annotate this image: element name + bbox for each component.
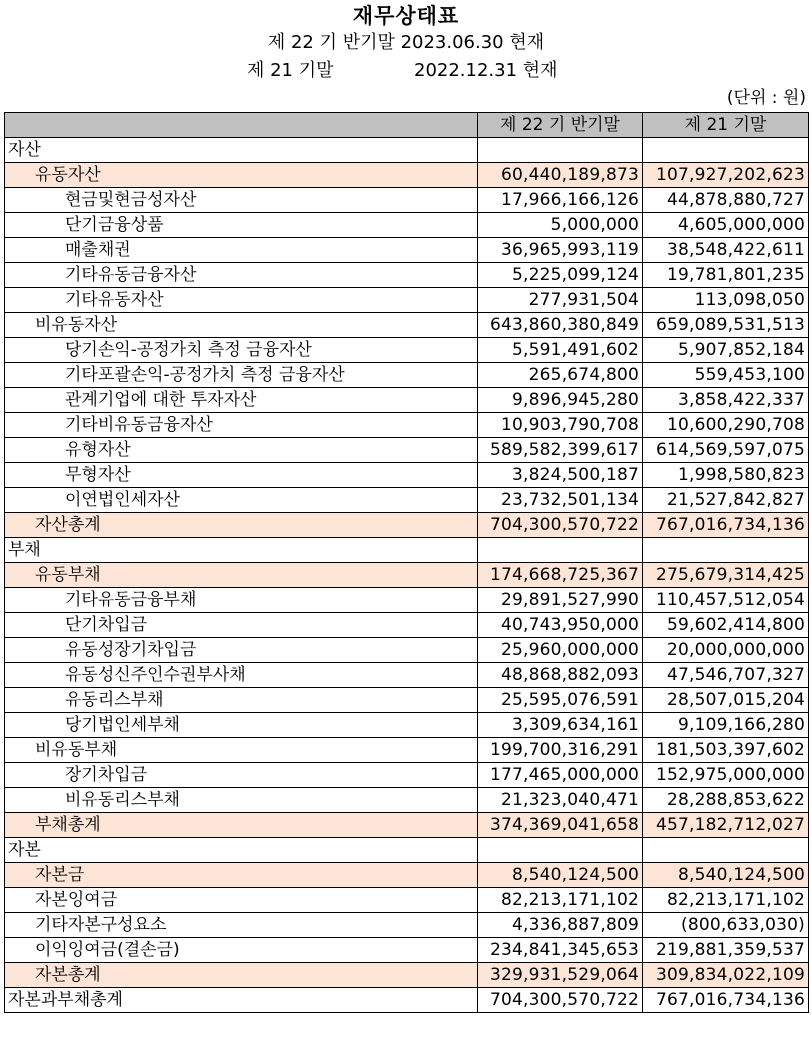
current-period-value: 9,896,945,280 <box>478 388 643 413</box>
prior-period-value <box>643 538 809 563</box>
account-label: 자본과부채총계 <box>5 988 478 1013</box>
table-row <box>5 588 809 613</box>
column-header-account <box>5 113 478 138</box>
account-label: 기타비유동금융자산 <box>5 413 478 438</box>
column-header-current-period: 제 22 기 반기말 <box>478 113 643 138</box>
table-row <box>5 313 809 338</box>
table-row <box>5 838 809 863</box>
current-period-value: 25,960,000,000 <box>478 638 643 663</box>
current-period-value: 25,595,076,591 <box>478 688 643 713</box>
prior-period-value: 110,457,512,054 <box>643 588 809 613</box>
account-label: 자본금 <box>5 863 478 888</box>
current-period-value <box>478 538 643 563</box>
account-label: 기타유동자산 <box>5 288 478 313</box>
prior-period-value <box>643 138 809 163</box>
account-label: 부채 <box>5 538 478 563</box>
account-label: 기타자본구성요소 <box>5 913 478 938</box>
account-label: 기타유동금융부채 <box>5 588 478 613</box>
current-period-value: 329,931,529,064 <box>478 963 643 988</box>
unit-label: (단위 : 원) <box>726 88 806 108</box>
prior-period-value: 19,781,801,235 <box>643 263 809 288</box>
prior-period-value: 457,182,712,027 <box>643 813 809 838</box>
table-row <box>5 138 809 163</box>
current-period-value: 5,225,099,124 <box>478 263 643 288</box>
current-period-value: 174,668,725,367 <box>478 563 643 588</box>
account-label: 유동부채 <box>5 563 478 588</box>
document-title: 재무상태표 <box>352 4 460 28</box>
account-label: 자본 <box>5 838 478 863</box>
prior-period-value: 113,098,050 <box>643 288 809 313</box>
prior-period-value: 275,679,314,425 <box>643 563 809 588</box>
prior-period-value: 47,546,707,327 <box>643 663 809 688</box>
account-label: 기타포괄손익-공정가치 측정 금융자산 <box>5 363 478 388</box>
current-period-value: 199,700,316,291 <box>478 738 643 763</box>
prior-period-value: 10,600,290,708 <box>643 413 809 438</box>
prior-period-value: 20,000,000,000 <box>643 638 809 663</box>
prior-period-value: 659,089,531,513 <box>643 313 809 338</box>
prior-period-value: 5,907,852,184 <box>643 338 809 363</box>
prior-period-value: 21,527,842,827 <box>643 488 809 513</box>
account-label: 현금및현금성자산 <box>5 188 478 213</box>
table-row <box>5 438 809 463</box>
table-row <box>5 738 809 763</box>
table-row <box>5 263 809 288</box>
current-period-value <box>478 838 643 863</box>
prior-period-value: 9,109,166,280 <box>643 713 809 738</box>
table-row <box>5 413 809 438</box>
account-label: 단기차입금 <box>5 613 478 638</box>
account-label: 자산총계 <box>5 513 478 538</box>
current-period-value: 82,213,171,102 <box>478 888 643 913</box>
table-row <box>5 388 809 413</box>
account-label: 단기금융상품 <box>5 213 478 238</box>
current-period-value: 704,300,570,722 <box>478 513 643 538</box>
prior-period-value: 28,288,853,622 <box>643 788 809 813</box>
current-period-value: 40,743,950,000 <box>478 613 643 638</box>
current-period-value: 3,824,500,187 <box>478 463 643 488</box>
current-period-value: 23,732,501,134 <box>478 488 643 513</box>
current-period-value: 5,000,000 <box>478 213 643 238</box>
prior-period-value: 28,507,015,204 <box>643 688 809 713</box>
prior-period-value: (800,633,030) <box>643 913 809 938</box>
current-period-value: 643,860,380,849 <box>478 313 643 338</box>
table-row <box>5 863 809 888</box>
current-period-value: 277,931,504 <box>478 288 643 313</box>
current-period-value: 265,674,800 <box>478 363 643 388</box>
prior-period-value: 1,998,580,823 <box>643 463 809 488</box>
account-label: 유동성신주인수권부사채 <box>5 663 478 688</box>
account-label: 유동리스부채 <box>5 688 478 713</box>
account-label: 부채총계 <box>5 813 478 838</box>
current-period-value: 60,440,189,873 <box>478 163 643 188</box>
current-period-line: 제 22 기 반기말 2023.06.30 현재 <box>267 32 545 53</box>
current-period-value: 17,966,166,126 <box>478 188 643 213</box>
account-label: 비유동리스부채 <box>5 788 478 813</box>
prior-period-value: 309,834,022,109 <box>643 963 809 988</box>
prior-period-value: 219,881,359,537 <box>643 938 809 963</box>
current-period-value: 8,540,124,500 <box>478 863 643 888</box>
current-period-value: 5,591,491,602 <box>478 338 643 363</box>
table-row <box>5 813 809 838</box>
account-label: 자산 <box>5 138 478 163</box>
table-row <box>5 788 809 813</box>
account-label: 관계기업에 대한 투자자산 <box>5 388 478 413</box>
prior-period-value: 181,503,397,602 <box>643 738 809 763</box>
table-row <box>5 288 809 313</box>
table-header-row <box>5 113 809 138</box>
prior-period-value: 59,602,414,800 <box>643 613 809 638</box>
table-row <box>5 688 809 713</box>
current-period-value: 36,965,993,119 <box>478 238 643 263</box>
account-label: 장기차입금 <box>5 763 478 788</box>
prior-period-value: 4,605,000,000 <box>643 213 809 238</box>
table-row <box>5 563 809 588</box>
account-label: 자본총계 <box>5 963 478 988</box>
account-label: 자본잉여금 <box>5 888 478 913</box>
prior-period-date: 2022.12.31 현재 <box>414 60 558 81</box>
table-row <box>5 963 809 988</box>
account-label: 매출채권 <box>5 238 478 263</box>
current-period-value: 21,323,040,471 <box>478 788 643 813</box>
account-label: 비유동자산 <box>5 313 478 338</box>
current-period-value: 29,891,527,990 <box>478 588 643 613</box>
account-label: 기타유동금융자산 <box>5 263 478 288</box>
prior-period-value: 614,569,597,075 <box>643 438 809 463</box>
balance-sheet-table <box>4 112 809 1013</box>
prior-period-value: 152,975,000,000 <box>643 763 809 788</box>
prior-period-value: 559,453,100 <box>643 363 809 388</box>
table-row <box>5 188 809 213</box>
table-row <box>5 338 809 363</box>
current-period-value: 374,369,041,658 <box>478 813 643 838</box>
prior-period-value: 8,540,124,500 <box>643 863 809 888</box>
current-period-value: 10,903,790,708 <box>478 413 643 438</box>
current-period-value: 3,309,634,161 <box>478 713 643 738</box>
table-row <box>5 163 809 188</box>
table-row <box>5 513 809 538</box>
account-label: 이연법인세자산 <box>5 488 478 513</box>
table-row <box>5 488 809 513</box>
table-row <box>5 638 809 663</box>
account-label: 유동성장기차입금 <box>5 638 478 663</box>
account-label: 당기법인세부채 <box>5 713 478 738</box>
table-row <box>5 938 809 963</box>
account-label: 비유동부채 <box>5 738 478 763</box>
table-row <box>5 213 809 238</box>
prior-period-value: 3,858,422,337 <box>643 388 809 413</box>
table-row <box>5 463 809 488</box>
prior-period-value: 38,548,422,611 <box>643 238 809 263</box>
prior-period-value: 44,878,880,727 <box>643 188 809 213</box>
current-period-value: 234,841,345,653 <box>478 938 643 963</box>
current-period-value: 4,336,887,809 <box>478 913 643 938</box>
current-period-value <box>478 138 643 163</box>
table-row <box>5 888 809 913</box>
account-label: 유형자산 <box>5 438 478 463</box>
table-row <box>5 763 809 788</box>
table-body <box>5 138 809 1013</box>
account-label: 당기손익-공정가치 측정 금융자산 <box>5 338 478 363</box>
current-period-value: 589,582,399,617 <box>478 438 643 463</box>
current-period-value: 704,300,570,722 <box>478 988 643 1013</box>
table-row <box>5 663 809 688</box>
column-header-prior-period: 제 21 기말 <box>643 113 809 138</box>
prior-period-label: 제 21 기말 <box>247 60 334 81</box>
table-row <box>5 363 809 388</box>
table-row <box>5 713 809 738</box>
table-row <box>5 988 809 1013</box>
table-row <box>5 538 809 563</box>
account-label: 무형자산 <box>5 463 478 488</box>
prior-period-value: 107,927,202,623 <box>643 163 809 188</box>
table-row <box>5 613 809 638</box>
table-row <box>5 238 809 263</box>
prior-period-value: 82,213,171,102 <box>643 888 809 913</box>
table-row <box>5 913 809 938</box>
account-label: 이익잉여금(결손금) <box>5 938 478 963</box>
current-period-value: 177,465,000,000 <box>478 763 643 788</box>
prior-period-value: 767,016,734,136 <box>643 988 809 1013</box>
prior-period-value <box>643 838 809 863</box>
prior-period-value: 767,016,734,136 <box>643 513 809 538</box>
account-label: 유동자산 <box>5 163 478 188</box>
current-period-value: 48,868,882,093 <box>478 663 643 688</box>
